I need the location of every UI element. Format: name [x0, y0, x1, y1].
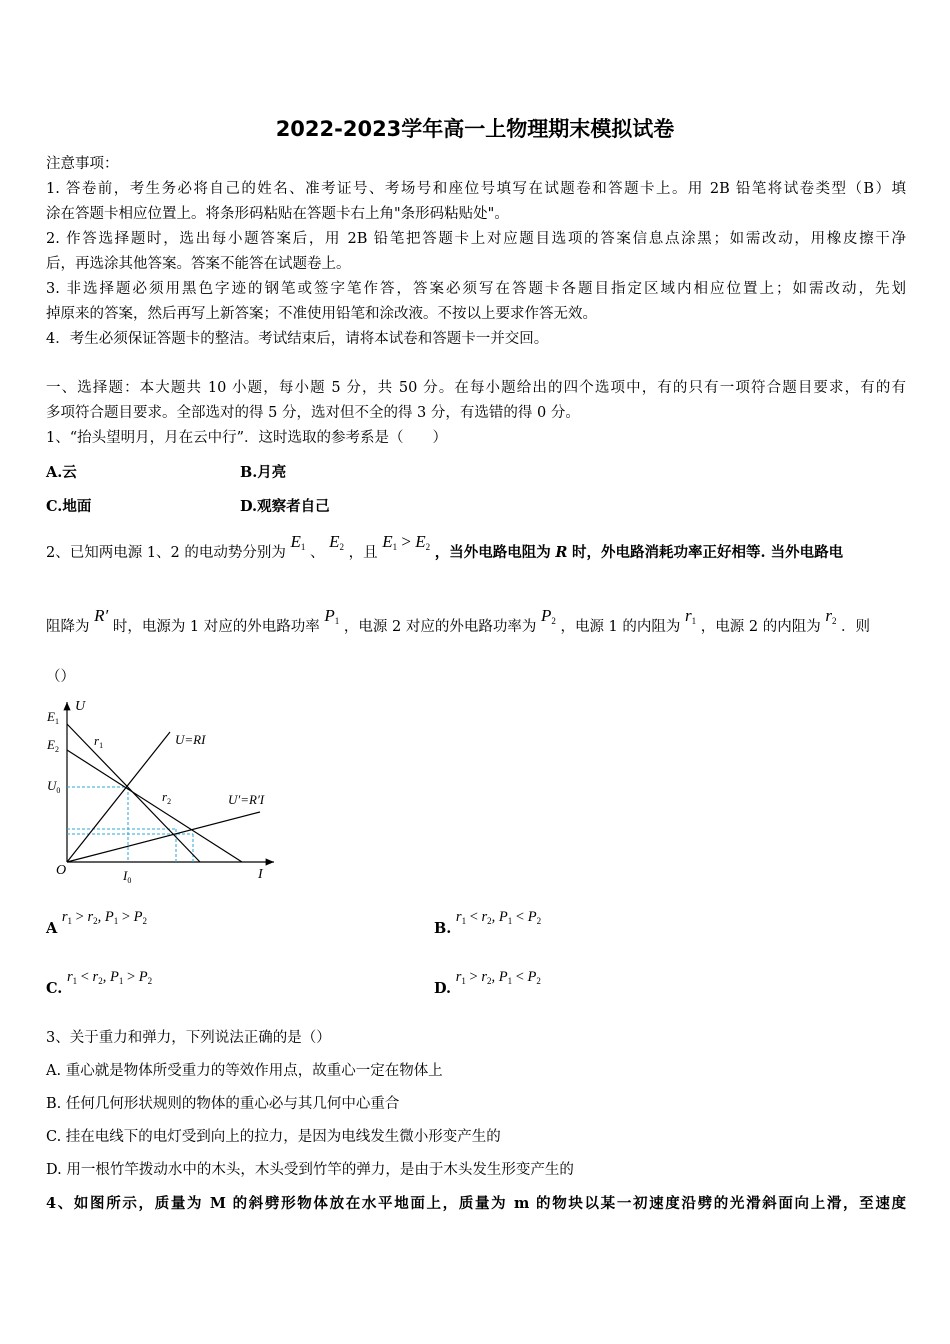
- notice-line-5: 3. 非选择题必须用黑色字迹的钢笔或签字笔作答，答案必须写在答题卡各题目指定区域内相应位置上；如需改动，先划: [46, 281, 906, 297]
- question-3-option-d: D. 用一根竹竿拨动水中的木头，木头受到竹竿的弹力，是由于木头发生形变产生的: [46, 1162, 574, 1178]
- question-2-option-d: D. $r_1 > r_2$, $P_1 < P_2$: [434, 969, 541, 997]
- label-u-rpi: U′=R′I: [228, 792, 265, 807]
- label-e1: $E_1$: [47, 709, 59, 726]
- q2-text: 阻降为: [46, 619, 90, 635]
- label-i0: $I_0$: [123, 868, 132, 885]
- question-1-option-b: B.月亮: [240, 464, 287, 481]
- label-u-ri: U=RI: [175, 732, 206, 747]
- label-u0: $U_0$: [47, 778, 61, 795]
- symbol-p2: $P_2$: [540, 606, 556, 626]
- notice-line-4: 后，再选涂其他答案。答案不能答在试题卷上。: [46, 256, 351, 272]
- notice-line-6: 掉原来的答案，然后再写上新答案；不准使用铅笔和涂改液。不按以上要求作答无效。: [46, 306, 597, 322]
- question-4-stem: 4、如图所示，质量为 M 的斜劈形物体放在水平地面上，质量为 m 的物块以某一初速度沿劈的光滑斜面向上滑，至速度: [46, 1195, 906, 1212]
- symbol-r-prime: R′: [94, 606, 109, 625]
- question-2-option-a: A $r_1 > r_2$, $P_1 > P_2$: [46, 909, 148, 937]
- q2-text: ．则: [841, 619, 871, 635]
- question-1-option-c: C.地面: [46, 498, 92, 515]
- notice-heading: 注意事项：: [46, 156, 119, 172]
- question-2-line-1: [46, 532, 906, 562]
- label-origin: O: [56, 863, 67, 878]
- line-u-ri: [67, 732, 170, 862]
- u-i-graph: [42, 694, 282, 890]
- question-1-option-d: D.观察者自己: [240, 498, 330, 515]
- question-2-option-b: B. $r_1 < r_2$, $P_1 < P_2$: [434, 909, 542, 937]
- q2-text: ，电源 1 的内阻为: [560, 619, 681, 635]
- q2-text: 2、已知两电源 1、2 的电动势分别为: [46, 545, 286, 561]
- question-3-option-a: A. 重心就是物体所受重力的等效作用点，故重心一定在物体上: [46, 1063, 443, 1079]
- symbol-p1: $P_1$: [324, 606, 340, 626]
- exam-title: 2022-2023学年高一上物理期末模拟试卷: [275, 117, 675, 141]
- inequality-e1-gt-e2: $E_1 > E_2$: [382, 532, 431, 552]
- question-3-option-b: B. 任何几何形状规则的物体的重心必与其几何中心重合: [46, 1096, 400, 1112]
- symbol-r1: $r_1$: [685, 606, 697, 626]
- label-r1: $r_1$: [94, 733, 104, 750]
- label-u: U: [75, 699, 86, 714]
- question-1-stem: 1、“抬头望明月，月在云中行”．这时选取的参考系是（ ）: [46, 430, 448, 446]
- section-intro-2: 多项符合题目要求。全部选对的得 5 分，选对但不全的得 3 分，有选错的得 0 分。: [46, 405, 580, 421]
- dashed-guides: [67, 787, 193, 862]
- symbol-e1: $E_1$: [290, 532, 306, 552]
- line-r2: [67, 750, 242, 862]
- question-2-line-2: [46, 606, 906, 636]
- notice-line-1: 1. 答卷前，考生务必将自己的姓名、准考证号、考场号和座位号填写在试题卷和答题卡上。用 2B 铅笔将试卷类型（B）填: [46, 181, 906, 197]
- symbol-r: R: [555, 544, 568, 561]
- question-2-option-c: C. $r_1 < r_2$, $P_1 > P_2$: [46, 969, 153, 997]
- label-i: I: [258, 867, 263, 882]
- question-2-answer-paren: （）: [46, 669, 75, 685]
- q2-text: ，电源 2 的内阻为: [700, 619, 821, 635]
- notice-line-3: 2. 作答选择题时，选出每小题答案后，用 2B 铅笔把答题卡上对应题目选项的答案信息点涂黑；如需改动，用橡皮擦干净: [46, 231, 906, 247]
- q2-text: 时，外电路消耗功率正好相等. 当外电路电: [572, 544, 844, 561]
- question-1-option-a: A.云: [46, 464, 77, 481]
- label-r2: $r_2$: [162, 789, 172, 806]
- notice-line-7: 4．考生必须保证答题卡的整洁。考试结束后，请将本试卷和答题卡一并交回。: [46, 331, 549, 347]
- question-3-stem: 3、关于重力和弹力，下列说法正确的是（）: [46, 1030, 331, 1046]
- q2-text: 时，电源为 1 对应的外电路功率: [112, 619, 320, 635]
- symbol-e2: $E_2$: [329, 532, 345, 552]
- q2-text: 、: [310, 545, 325, 561]
- notice-line-2: 涂在答题卡相应位置上。将条形码粘贴在答题卡右上角"条形码粘贴处"。: [46, 206, 509, 222]
- q2-text: ，且: [348, 545, 378, 561]
- q2-text: ，电源 2 对应的外电路功率为: [343, 619, 537, 635]
- q2-text: ，当外电路电阻为: [434, 544, 551, 561]
- label-e2: $E_2$: [47, 737, 59, 754]
- question-3-option-c: C. 挂在电线下的电灯受到向上的拉力，是因为电线发生微小形变产生的: [46, 1129, 501, 1145]
- symbol-r2: $r_2$: [825, 606, 837, 626]
- section-intro-1: 一、选择题：本大题共 10 小题，每小题 5 分，共 50 分。在每小题给出的四个选项中，有的只有一项符合题目要求，有的有: [46, 380, 906, 396]
